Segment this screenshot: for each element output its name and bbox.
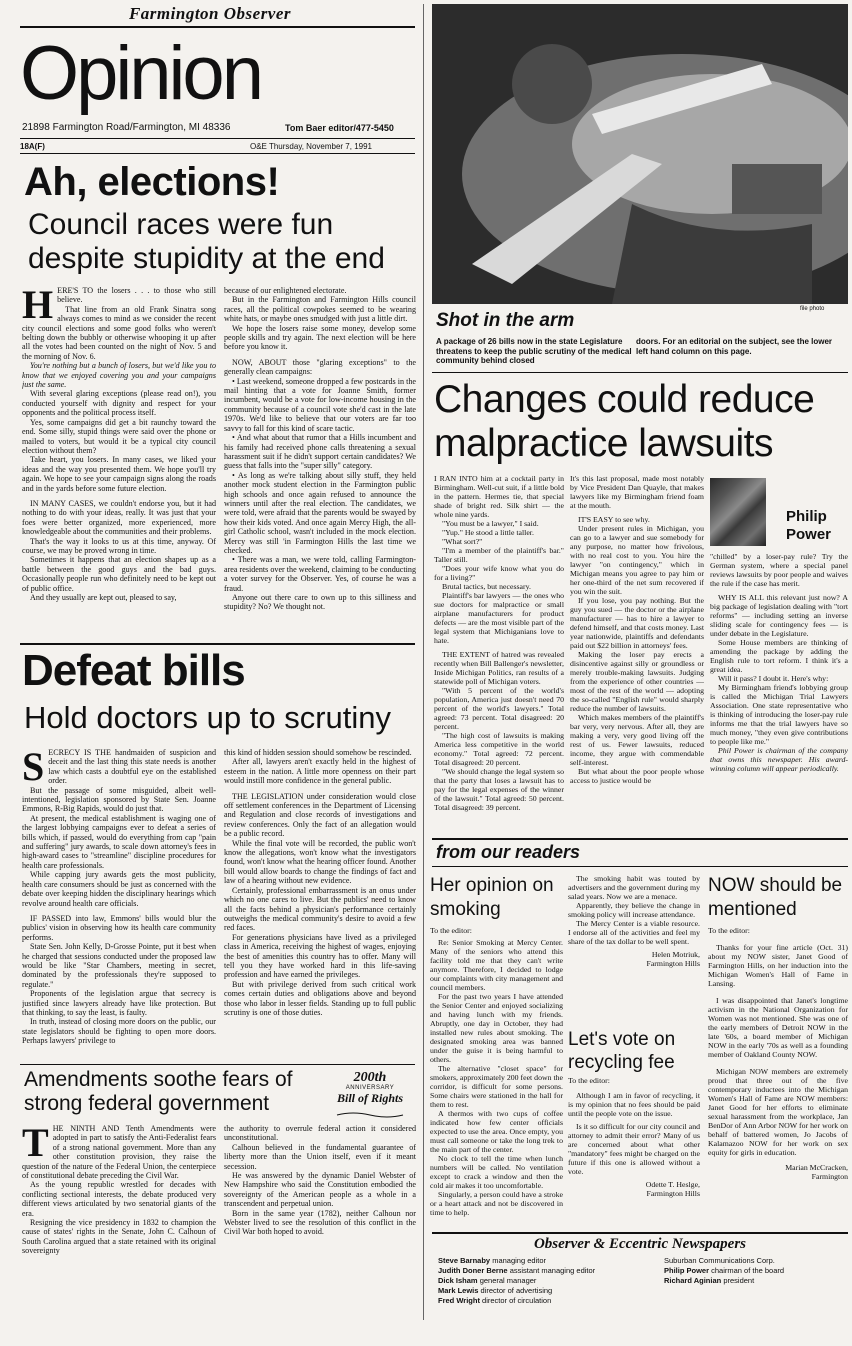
letter2-signature-place: Farmington Hills	[646, 1189, 700, 1198]
paragraph: After all, lawyers aren't exactly held in the highest of esteem in the nation. A little more openness on their part would instill more confidence in the general public.	[224, 757, 416, 786]
staff-role: assistant managing editor	[509, 1266, 596, 1275]
paragraph: But what about the poor people whose access to justice would be	[570, 767, 704, 785]
staff-entry	[438, 1276, 658, 1286]
paragraph: Certainly, professional embarrassment is an onus under which no one cares to live. But the publics' need to know all the facts behind a physician's performance certainly outweighs the medical community's desire to avoid a few red faces.	[224, 885, 416, 933]
dateline-rule	[20, 153, 415, 154]
staff-entry	[438, 1286, 658, 1296]
columnist-header	[710, 478, 848, 546]
paragraph: For the past two years I have attended the Senior Center and enjoyed socializing and having lunch with my friends. Abruptly, one day in October, they had installed new rules about smoking. The designated smoking area was banned under the guise it is being harmful to others.	[430, 992, 563, 1064]
paragraph: • Last weekend, someone dropped a few postcards in the mail hinting that a vote for Joanne Smith, former incumbent, would be a vote for low-income housing in the community because of a council vote she'd cast in the late 1970s. We'd like to believe that our voters are far too savvy to fall for this kind of scare tactic.	[224, 376, 416, 433]
readers-top-rule	[432, 838, 848, 840]
editorial3-column-2	[224, 1124, 416, 1316]
paragraph: Calhoun believed in the fundamental guarantee of liberty more than the Union itself, even if it meant secession.	[224, 1142, 416, 1171]
syringe-photo-illustration	[432, 4, 848, 304]
columnist-photo	[710, 478, 766, 546]
paragraph: "chilled" by a loser-pay rule? Try the German system, where a special panel reviews lawsuits by poor people and waives the rule if the case has merit.	[710, 552, 848, 588]
paragraph: • And what about that rumor that a Hills incumbent and his family had received phone calls threatening a sexual harassment suit if he didn't support certain candidates? We guess that falls into the "super silly" category.	[224, 433, 416, 471]
editorial3-column-1	[22, 1124, 216, 1316]
editorial3-headline: Amendments soothe fears of strong federal government	[24, 1068, 293, 1115]
section-title: Opinion	[20, 31, 261, 116]
paragraph: the authority to overrule federal action it considered unconstitutional.	[224, 1124, 416, 1143]
staff-entry	[438, 1256, 658, 1266]
letter1-headline: Her opinion on smoking	[430, 875, 554, 920]
paragraph: That's the way it looks to us at this time, anyway. Of course, we may be proved wrong in time.	[22, 536, 216, 555]
paragraph: Yes, some campaigns did get a bit raunchy toward the end. Some silly, stupid things were said over the phone or mailed to voters, but would it be a typical city council election without them?	[22, 417, 216, 455]
feature-photo	[432, 4, 848, 304]
staff-right-list	[664, 1256, 844, 1286]
bill-of-rights-badge	[330, 1070, 410, 1122]
paragraph: With several glaring exceptions (please read on!), you conducted yourself with dignity and respect for your opponents and the political process itself.	[22, 389, 216, 418]
paragraph: For generations physicians have lived as a privileged class in America, receiving the highest of wages, enjoying the best of amenities this country has to offer. Many will tell you they have worked hard in this life-saving profession and have earned the privileges.	[224, 932, 416, 980]
staff-name: Mark Lewis	[438, 1286, 479, 1295]
paragraph: • There was a man, we were told, calling Farmington-area residents over the weekend, claiming to be conducting a voter survey for the Observer. Yes, of course he was a fraud.	[224, 555, 416, 593]
paragraph: Born in the same year (1782), neither Calhoun nor Webster lived to see the resolution of this conflict in the Civil War both hoped to avoid.	[224, 1208, 416, 1237]
paragraph: Proponents of the legislation argue that secrecy is justified since lawyers already have like protection. But that thinking, to say the least, is faulty.	[22, 989, 216, 1017]
feature-headline: Changes could reduce malpractice lawsuits	[434, 378, 815, 465]
paragraph: No clock to tell the time when lunch numbers will be called. No ventilation except to crack a window and then the cold air makes it too uncomfortable.	[430, 1154, 563, 1190]
staff-name: Fred Wright	[438, 1296, 480, 1305]
paragraph: Phil Power is chairman of the company that owns this newspaper. His award-winning column will appear periodically.	[710, 746, 848, 773]
paragraph: Plaintiff's bar lawyers — the ones who sue doctors for malpractice or small airplane manufacturers for product defects — are the most visible part of the legal system that Michiganians love to hate.	[434, 591, 564, 645]
photo-caption-right: doors. For an editorial on the subject, see the lower left hand column on this page.	[636, 337, 833, 356]
paragraph: As the young republic wrestled for decades with conflicting sectional interests, the debate produced very different views articulated by two senatorial giants of the era.	[22, 1180, 216, 1218]
to-the-editor: To the editor:	[568, 1076, 610, 1085]
letter3-signature-place: Farmington	[811, 1172, 848, 1181]
to-the-editor: To the editor:	[430, 926, 472, 935]
staff-name: Steve Barnaby	[438, 1256, 491, 1265]
paragraph: At present, the medical establishment is waging one of the largest lobbying campaigns ever to defeat a series of bills which, if passed, would do everything from cap "pain and suffering" jury awards, to scale down attorney's fees in high-award cases to "streamline" discipline procedures for health care professionals.	[22, 813, 216, 870]
paragraph: Take heart, you losers. In many cases, we liked your ideas and the way you presented them. We hope you'll try again. We hope to see your campaign signs along the roads and in the yards before some future election.	[22, 455, 216, 493]
paragraph: While the final vote will be recorded, the public won't know the allegations, won't know what the investigators found, won't know what the hearing officer found. Another bill would allow boards to change the findings of fact and law of a hearing without new evidence.	[224, 838, 416, 886]
editorial1-column-1	[22, 286, 216, 636]
paper-name: Farmington Observer	[128, 4, 292, 23]
columnist-first-name: Philip	[786, 508, 827, 525]
paragraph: "With 5 percent of the world's population, America just doesn't need 70 percent of the world's lawyers." Total agreed: 73 percent. Total disagreed: 20 percent.	[434, 686, 564, 731]
editor-contact: Tom Baer editor/477-5450	[285, 123, 394, 133]
paragraph: The alternative "closet space" for smokers, approximately 200 feet down the corridor, is difficult for some persons. Some chairs were stationed in the hall for them to rest.	[430, 1064, 563, 1109]
editorial3-dropcap: T	[22, 1124, 49, 1165]
staff-name: Judith Doner Berne	[438, 1266, 508, 1275]
paragraph: Although I am in favor of recycling, it is my opinion that no fees should be paid until the people vote on the issue.	[568, 1091, 700, 1118]
paragraph: You're nothing but a bunch of losers, but we'd like you to know that we enjoyed covering you and your campaigns just the same.	[22, 361, 216, 390]
staff-entry	[438, 1296, 658, 1306]
paragraph: But in the Farmington and Farmington Hills council races, all the political cowpokes seemed to be wearing white hats, or maybe ones smudged with just a little dirt.	[224, 295, 416, 324]
staff-role: managing editor	[492, 1256, 546, 1265]
staff-entry	[664, 1266, 844, 1276]
paragraph: I RAN INTO him at a cocktail party in Birmingham. Well-cut suit, if a little bold in the pattern. Hermes tie, that special shade of bright red. Silk shirt — the whole nine yards.	[434, 474, 564, 519]
paragraph: But with privilege derived from such critical work comes certain duties and obligations above and beyond those who labor in lesser fields. Standing up to full public scrutiny is one of those duties.	[224, 979, 416, 1017]
page-code: 18A(F)	[20, 142, 45, 151]
newspaper-address: 21898 Farmington Road/Farmington, MI 48336	[22, 122, 231, 133]
staff-name: Dick Isham	[438, 1276, 478, 1285]
letter3-signature: Marian McCracken,	[785, 1163, 848, 1172]
letter1-signature-place: Farmington Hills	[646, 959, 700, 968]
paragraph: While capping jury awards gets the most publicity, health care consumers should be just as concerned with the debate over keeping hidden the disciplinary hearings which revolve around health care officials.	[22, 870, 216, 908]
letter1-column-2	[568, 874, 700, 1014]
letter1-signature: Helen Motriuk,	[651, 950, 700, 959]
paragraph: THE EXTENT of hatred was revealed recently when Bill Ballenger's newsletter, Inside Michigan Politics, ran results of a statewide poll of Michigan voters.	[434, 650, 564, 686]
staff-entry	[664, 1256, 844, 1266]
editorial1-headline: Ah, elections!	[24, 160, 280, 204]
paragraph: ECRECY IS THE handmaiden of suspicion and deceit and the last thing this state needs is another law which casts a doubtful eye on the established order.	[48, 748, 216, 786]
badge-anniversary: ANNIVERSARY	[345, 1085, 395, 1091]
paragraph: Re: Senior Smoking at Mercy Center. Many of the seniors who attend this facility told me that they can't write anymore. Therefore, I decided to lodge our complaints with city management and council members.	[430, 938, 563, 992]
paragraph: The smoking habit was touted by advertisers and the government during my salad years. Now we are a menace.	[568, 874, 700, 901]
paragraph: • As long as we're talking about silly stuff, they held another mock student election in the Farmington public high schools and once again refused to announce the winners until after the real election. The candidates, we were told, were afraid that the parents would be swayed by how their kids voted. And once again Mercy High, the all-girl Catholic school, wasn't included in the mock election. Mercy was still 'in Farmington Hills the last time we checked.	[224, 470, 416, 555]
staff-role: director of advertising	[480, 1286, 553, 1295]
feature-column-2	[570, 474, 704, 834]
masthead-bottom-rule	[20, 138, 415, 139]
feature-column-1	[434, 474, 564, 834]
flourish-icon	[335, 1111, 405, 1119]
readers-banner: from our readers	[436, 842, 581, 862]
paragraph: THE LEGISLATION under consideration would close off settlement conferences in the Department of Licensing and Regulation and close records of investigations and review conferences. Only the fact of an allegation would be a public record.	[224, 791, 416, 839]
paragraph: Some House members are thinking of amending the package by adding the English rule to tort reform. I think it's a great idea.	[710, 638, 848, 674]
letter3-headline: NOW should be mentioned	[708, 875, 843, 920]
paragraph: "Yup." He stood a little taller.	[442, 528, 534, 537]
paragraph: Will it pass? I doubt it. Here's why:	[718, 674, 829, 683]
editorial2-column-1	[22, 748, 216, 1060]
paragraph: "Does your wife know what you do for a living?"	[434, 564, 564, 582]
paragraph: HE NINTH AND Tenth Amendments were adopted in part to satisfy the Anti-Federalist fears of a strong national government. More than any other constitution provision, they raise the question of the nature of the Federal Union, the centerpiece of constitutional debate preceding the Civil War.	[22, 1124, 216, 1181]
staff-box	[432, 1232, 848, 1320]
paragraph: NOW, ABOUT those "glaring exceptions" to the generally clean campaigns:	[224, 357, 416, 377]
staff-name: Richard Aginian	[664, 1276, 722, 1285]
paragraph: Which makes members of the plaintiff's bar very, very nervous. After all, they are making a very, very good living off the rest of us. Fewer lawsuits, reduced income, they argue with commendable self-interest.	[570, 713, 704, 767]
staff-entry	[438, 1266, 658, 1276]
page-column-divider	[423, 4, 424, 1320]
staff-role: director of circulation	[482, 1296, 552, 1305]
paragraph: Anyone out there care to own up to this silliness and stupidity? No? We thought not.	[224, 593, 416, 612]
paragraph: Making the loser pay erects a disincentive against silly or groundless or merely trouble-making lawsuits. Judging from the experience of other countries — most of the rest of the world — adopting the so-called "English rule" would sharply reduce the number of lawsuits.	[570, 650, 704, 713]
paragraph: He was answered by the dynamic Daniel Webster of New Hampshire who said the Constitution embodied the sovereignty of the American people as a whole in a transcendent and perpetual union.	[224, 1171, 416, 1209]
paragraph: We hope the losers raise some money, develop some people skills and try again. The next election will be here before you know it.	[224, 323, 416, 352]
paragraph: Michigan NOW members are extremely proud that three out of the five contemporary inductees into the Michigan Women's Hall of Fame are NOW members: Janet Good for her efforts to eliminate sexual harassment from the workplace, Jan BenDor of Ann Arbor NOW for her work on behalf of battered women, Jo Jacobs of Kalamazoo NOW for her work on sex equity for girls in education.	[708, 1067, 848, 1157]
to-the-editor: To the editor:	[708, 926, 750, 935]
paragraph: Singularly, a person could have a stroke or a heart attack and not be discovered in time to help.	[430, 1190, 563, 1217]
paragraph: Brutal tactics, but necessary.	[442, 582, 531, 591]
paragraph: "What sort?"	[442, 537, 483, 546]
readers-banner-rule	[432, 866, 848, 867]
staff-box-title: Observer & Eccentric Newspapers	[533, 1236, 747, 1252]
editorial2-headline: Defeat bills	[22, 646, 245, 695]
letter3-body	[708, 926, 848, 1226]
paragraph: The Mercy Center is a viable resource. I endorse all of the activities and feel my share of the tax dollar to be well spent.	[568, 919, 700, 946]
paragraph: That line from an old Frank Sinatra song always comes to mind as we consider the recent city council elections and some good folks who weren't belting down the bubbly or otherwise whooping it up after all the votes had been counted on the night of Nov. 5 and the morning of Nov. 6.	[22, 304, 216, 361]
paragraph: "You must be a lawyer," I said.	[442, 519, 539, 528]
paragraph: IT'S EASY to see why.	[578, 515, 650, 524]
paragraph: It's this last proposal, made most notably by Vice President Dan Quayle, that makes lawyers like my Birmingham friend foam at the mouth.	[570, 474, 704, 510]
paragraph: Is it so difficult for our city council and attorney to admit their error? Many of us are concerned about what other "mandatory" fees might be charged on the future if this one is allowed without a vote.	[568, 1122, 700, 1176]
feature-top-rule	[432, 372, 848, 373]
staff-name: Suburban Communications Corp.	[664, 1256, 775, 1265]
editorial2-column-2	[224, 748, 416, 1060]
photo-credit: file photo	[800, 306, 825, 312]
badge-number: 200th	[353, 1070, 387, 1085]
editorial2-subhead: Hold doctors up to scrutiny	[24, 700, 392, 735]
paragraph: "I'm a member of the plaintiff's bar." Taller still.	[434, 546, 564, 564]
editorial1-bottom-rule	[20, 643, 415, 645]
staff-name: Philip Power	[664, 1266, 710, 1275]
paragraph: this kind of hidden session should somehow be rescinded.	[224, 748, 412, 757]
paragraph: Under present rules in Michigan, you can go to a lawyer and sue somebody for any purpose, no matter how frivolous, with no real cost to you. You hire the lawyer "on contingency," which in Michigan means you agree to pay him or her one-third of the net sum recovered if you win the suit.	[570, 524, 704, 596]
editorial1-dropcap: H	[22, 286, 54, 327]
paragraph: ERE'S TO the losers . . . to those who still believe.	[57, 286, 216, 305]
paragraph: But the passage of some misguided, albeit well-intentioned, legislation sponsored by State Sen. Joanne Emmons, R-Big Rapids, would do just that.	[22, 785, 216, 814]
photo-title: Shot in the arm	[436, 310, 575, 331]
photo-caption-left: A package of 26 bills now in the state Legislature threatens to keep the public scrutiny of the medical community behind closed	[436, 337, 632, 365]
editorial2-bottom-rule	[20, 1064, 415, 1065]
paragraph: "We should change the legal system so that the party that loses a lawsuit has to pay for the legal expenses of the winner of the lawsuit." Total agreed: 50 percent. Total disagreed: 39 percent.	[434, 767, 564, 812]
editorial1-subhead: Council races were fun despite stupidity at the end	[28, 208, 385, 275]
staff-left-list	[438, 1256, 658, 1306]
paragraph: And they usually are kept out, pleased to say,	[30, 593, 177, 602]
paragraph: Apparently, they believe the change in smoking policy will increase attendance.	[568, 901, 700, 919]
paragraph: Sometimes it happens that an election shapes up as a battle between the good guys and the bad guys. Occasionally people run who definitely need to be kept out of public office.	[22, 555, 216, 593]
staff-role: general manager	[479, 1276, 537, 1285]
paragraph: because of our enlightened electorate.	[224, 286, 347, 295]
paragraph: IF PASSED into law, Emmons' bills would blur the publics' vision in observing how its health care community performs.	[22, 913, 216, 942]
badge-title: Bill of Rights	[336, 1091, 404, 1105]
paragraph: IN MANY CASES, we couldn't endorse you, but it had nothing to do with your ideas, really. It was just that your foes were better organized, more experienced, more knowledgeable about the communities and their problems.	[22, 498, 216, 537]
letter2-headline: Let's vote on recycling fee	[568, 1029, 676, 1073]
editorial2-dropcap: S	[22, 748, 45, 789]
letter2-signature: Odette T. Heslge,	[645, 1180, 700, 1189]
dateline: O&E Thursday, November 7, 1991	[250, 142, 372, 151]
paragraph: Resigning the vice presidency in 1832 to champion the cause of states' rights in the Senate, John C. Calhoun of South Carolina argued that a state retained with its original sovereignty	[22, 1218, 216, 1256]
paragraph: State Sen. John Kelly, D-Grosse Pointe, put it best when he charged that sessions conducted under the proposed law would be like "Star Chambers, meeting in secret, dominated by the professionals they're supposed to regulate."	[22, 942, 216, 989]
staff-role: chairman of the board	[711, 1266, 785, 1275]
paragraph: A thermos with two cups of coffee indicated how few center officials expected to use the area. Once empty, you must call someone or take the long trek to the main part of the center.	[430, 1109, 563, 1154]
editorial1-column-2	[224, 286, 416, 636]
feature-column-3	[710, 552, 848, 834]
staff-entry	[664, 1276, 844, 1286]
paragraph: "The high cost of lawsuits is making America less competitive in the world economy." Total agreed: 72 percent. Total disagreed: 20 percent.	[434, 731, 564, 767]
paragraph: My Birmingham friend's lobbying group is called the Michigan Trial Lawyers Association. One state representative who is thinking of introducing the loser-pay rule informs me that the trial lawyers have so much money, "they even give contributions to people like me."	[710, 683, 848, 746]
paragraph: WHY IS ALL this relevant just now? A big package of legislation dealing with "tort reforms" — including setting an inverse sliding scale for contingency fees — is under debate in the Legislature.	[710, 593, 848, 638]
paragraph: If you lose, you pay nothing. But the guy you sued — the doctor or the airplane manufacturer — has to hire a lawyer to defend himself, and that costs money. Last year nationwide, plaintiffs and defendants paid out $22 billion in attorneys' fees.	[570, 596, 704, 650]
paragraph: I was disappointed that Janet's longtime activism in the National Organization for Women was not mentioned. She was one of the early members of Detroit NOW in the late '60s, a board member of Michigan NOW in the early '70s as well as a founding member of Oakland County NOW.	[708, 996, 848, 1059]
columnist-last-name: Power	[786, 526, 832, 543]
paragraph: Thanks for your fine article (Oct. 31) about my NOW sister, Janet Good of Farmington Hills, on her induction into the Michigan Women's Hall of Fame in Lansing.	[708, 943, 848, 988]
paragraph: In truth, instead of closing more doors on the public, our state legislators should be fighting to open more doors. Perhaps lawyers' privilege to	[22, 1017, 216, 1046]
staff-role: president	[723, 1276, 755, 1285]
